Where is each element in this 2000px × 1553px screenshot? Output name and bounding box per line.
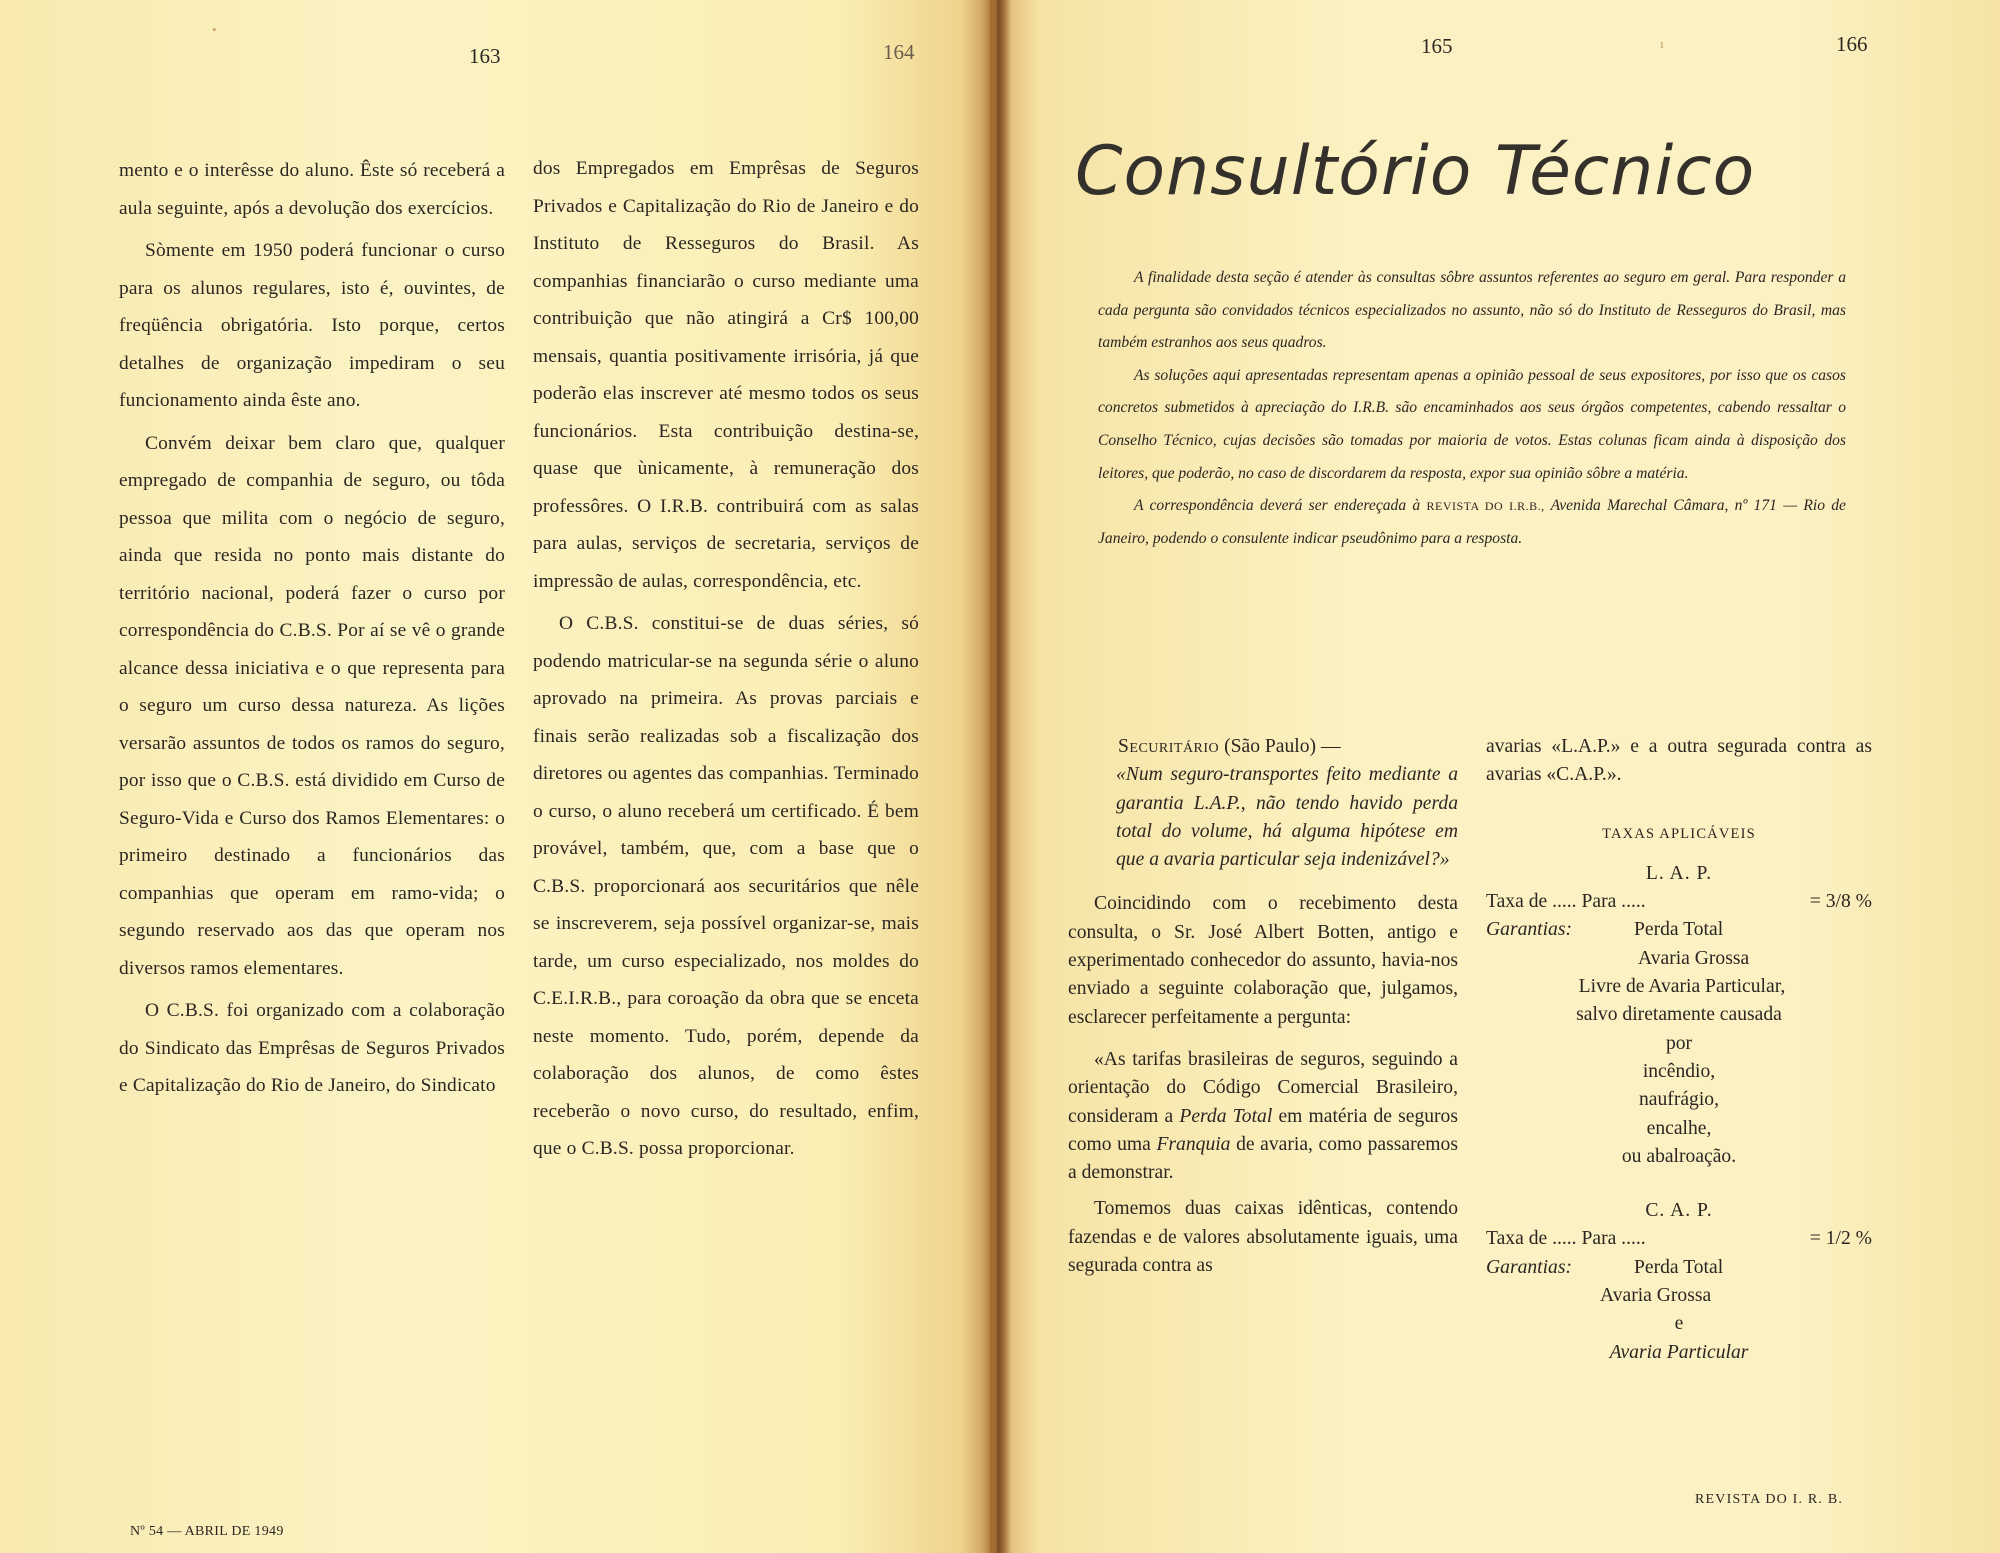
guarantee-item: Avaria Particular (1609, 1341, 1749, 1363)
paragraph: Convém deixar bem claro que, qualquer empregado de companhia de seguro, ou tôda pessoa que milita com o negócio de seguro, ainda que resida no ponto mais distante do território nacional, poderá fazer o curso por correspondência do C.B.S. Por aí se vê o grande alcance dessa iniciativa e o que representa para o seguro um curso dessa natureza. As lições versarão assuntos de todos os ramos do seguro, por isso que o C.B.S. está dividido em Curso de Seguro-Vida e Curso dos Ramos Elementares: o primeiro destinado a funcionários das companhias que operam em ramo-vida; o segundo reservado aos das que operam nos diversos ramos elementares. (119, 432, 505, 979)
left-column-1 (119, 152, 505, 1105)
right-column-2 (1486, 733, 1872, 1367)
intro-paragraph (1098, 490, 1846, 555)
paragraph: dos Empregados em Emprêsas de Seguros Privados e Capitalização do Rio de Janeiro e do Instituto de Resseguros do Brasil. As companhias financiarão o curso mediante uma contribuição que não atingirá a Cr$ 100,00 mensais, quantia positivamente irrisória, já que poderão elas inscrever até mesmo todos os seus funcionários. Esta contribuição destina-se, quase que ùnicamente, à remuneração dos professôres. O I.R.B. contribuirá com as salas para aulas, serviços de secretaria, serviços de impressão de aulas, correspondência, etc. (533, 158, 919, 592)
lap-guarantees (1486, 916, 1872, 944)
paragraph: Sòmente em 1950 poderá funcionar o curso para os alunos regulares, isto é, ouvintes, de freqüência obrigatória. Isto porque, certos detalhes de organização impediram o seu funcionamento ainda êste ano. (119, 240, 505, 411)
print-mark: ı (1660, 36, 1664, 51)
guarantee-item: Avaria Grossa (1600, 1285, 1712, 1307)
rates-heading: TAXAS APLICÁVEIS (1602, 825, 1756, 842)
page-number-166: 166 (1836, 32, 1868, 56)
answer-paragraph: Coincidindo com o recebimento desta consulta, o Sr. José Albert Botten, antigo e experimentado conhecedor do assunto, havia-nos enviado a seguinte colaboração que, julgamos, esclarecer perfeitamente a pergunta: (1068, 893, 1458, 1028)
guarantee-item: Perda Total (1634, 919, 1724, 941)
lap-rate-row (1486, 888, 1872, 916)
paragraph: O C.B.S. foi organizado com a colaboração do Sindicato das Emprêsas de Seguros Privados e Capitalização do Rio de Janeiro, do Sindicato (119, 1000, 505, 1096)
cap-label: C. A. P. (1645, 1200, 1713, 1222)
answer-text: de avaria, como passaremos a demonstrar. (1068, 1133, 1458, 1184)
guarantee-item: por (1665, 1032, 1693, 1054)
guarantees-label: Garantias: (1486, 919, 1573, 941)
magazine-name: REVISTA DO I.R.B., (1426, 499, 1545, 514)
answer-text: em matéria de seguros como uma (1068, 1105, 1458, 1155)
lap-label: L. A. P. (1645, 862, 1713, 884)
right-column-1 (1068, 733, 1458, 1280)
answer-paragraph: Tomemos duas caixas idênticas, contendo fazendas e de valores absolutamente iguais, uma segurada contra as (1068, 1198, 1458, 1277)
intro-paragraph: As soluções aqui apresentadas representam apenas a opinião pessoal de seus expositores, por isso que os casos concretos submetidos à apreciação do I.R.B. são encaminhados aos seus órgãos competentes, cabendo ressaltar o Conselho Técnico, cujas decisões são tomadas por maioria de votos. Estas colunas ficam ainda à disposição dos leitores, que poderão, no caso de discordarem da resposta, expor sua opinião sôbre a matéria. (1098, 366, 1846, 482)
cap-guarantees (1486, 1254, 1872, 1282)
guarantee-item: e (1674, 1313, 1684, 1335)
left-column-2 (533, 150, 919, 1168)
column-continuation: avarias «L.A.P.» e a outra segurada contra as avarias «C.A.P.». (1486, 736, 1872, 786)
rate-value: = 1/2 % (1809, 1228, 1872, 1250)
paragraph: mento e o interêsse do aluno. Êste só receberá a aula seguinte, após a devolução dos exercícios. (119, 160, 505, 219)
intro-text: Avenida Marechal Câmara, nº 171 — Rio de Janeiro, podendo o consulente indicar pseudônimo para a resposta. (1098, 497, 1846, 547)
intro-text: A correspondência deverá ser endereçada à (1134, 497, 1421, 515)
answer-term: Franquia (1156, 1133, 1231, 1155)
cap-rate-row (1486, 1225, 1872, 1253)
author-name: Securitário (1118, 736, 1220, 757)
rate-text: Taxa de ..... Para ..... (1486, 1228, 1646, 1250)
magazine-footer: REVISTA DO I. R. B. (1695, 1492, 1844, 1507)
answer-term: Perda Total (1179, 1105, 1273, 1127)
guarantee-item: Avaria Grossa (1638, 947, 1750, 969)
book-gutter (982, 0, 1012, 1553)
answer-paragraph (1068, 1046, 1458, 1187)
page-number-163: 163 (469, 44, 501, 68)
rate-text: Taxa de ..... Para ..... (1486, 891, 1646, 913)
paragraph: O C.B.S. constitui-se de duas séries, só podendo matricular-se na segunda série o aluno aprovado na primeira. As provas parciais e finais serão realizadas sob a fiscalização dos diretores ou agentes das companhias. Terminado o curso, o aluno receberá um certificado. É bem provável, também, que, com a base que o C.B.S. proporcionará aos securitários que nêle se inscreverem, seja possível organizar-se, mais tarde, um curso especializado, nos moldes do C.E.I.R.B., para coroação da obra que se enceta neste momento. Tudo, porém, depende da colaboração dos alunos, de como êstes receberão o novo curso, do resultado, enfim, que o C.B.S. possa proporcionar. (533, 613, 919, 1159)
section-title: Consultório Técnico (1075, 132, 1756, 211)
guarantee-item: incêndio, (1642, 1060, 1716, 1082)
guarantee-item: naufrágio, (1639, 1089, 1719, 1111)
guarantees-label: Garantias: (1486, 1256, 1573, 1278)
page-number-164: 164 (883, 40, 915, 64)
author-location: (São Paulo) — (1224, 736, 1341, 757)
issue-footer: Nº 54 — ABRIL DE 1949 (130, 1524, 284, 1539)
guarantee-item: Livre de Avaria Particular, (1578, 976, 1786, 998)
intro-paragraph: A finalidade desta seção é atender às consultas sôbre assuntos referentes ao seguro em geral. Para responder a cada pergunta são convidados técnicos especializados no assunto, não só do Instituto de Resseguros do Brasil, mas também estranhos aos seus quadros. (1098, 269, 1846, 352)
answer-text: «As tarifas brasileiras de seguros, seguindo a orientação do Código Comercial Brasileiro, consideram a (1068, 1048, 1458, 1127)
page-number-165: 165 (1421, 34, 1453, 58)
question-author (1068, 733, 1458, 761)
question-text: «Num seguro-transportes feito mediante a garantia L.A.P., não tendo havido perda total do volume, há alguma hipótese em que a avaria particular seja indenizável?» (1116, 764, 1458, 871)
guarantee-item: salvo diretamente causada (1576, 1004, 1782, 1026)
section-intro (1098, 262, 1846, 555)
rate-value: = 3/8 % (1809, 891, 1872, 913)
guarantee-item: ou abalroação. (1621, 1145, 1737, 1167)
guarantee-item: encalhe, (1646, 1117, 1712, 1139)
guarantee-item: Perda Total (1634, 1256, 1724, 1278)
print-mark: • (212, 22, 217, 37)
